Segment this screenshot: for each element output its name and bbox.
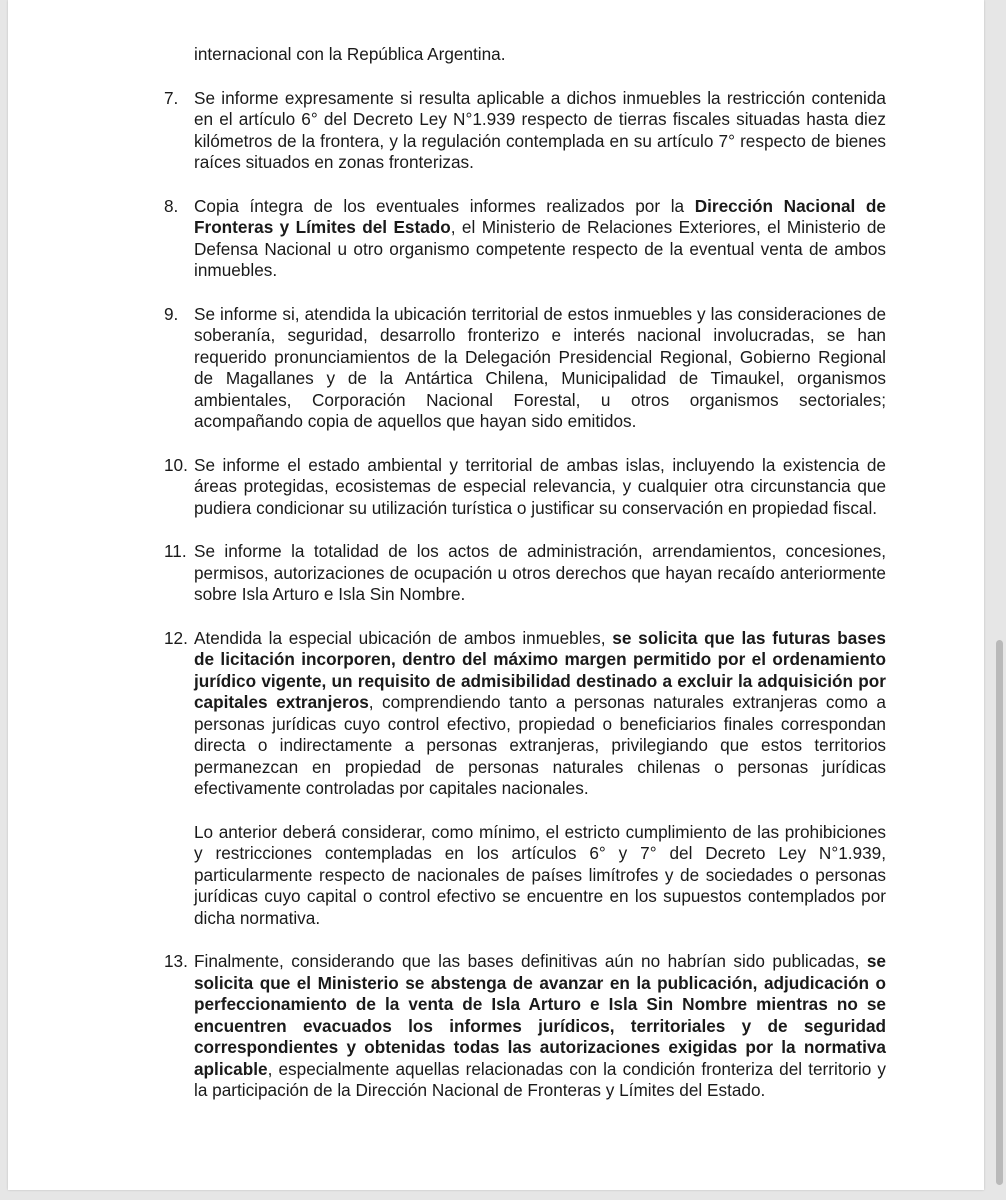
list-item-7 — [164, 87, 886, 174]
item-text: Se informe la totalidad de los actos de administración, arrendamientos, concesiones, permisos, autorizaciones de ocupación u otros derechos que hayan recaído anteriormente sobre Isla Arturo e Isla Sin Nombre. — [194, 541, 886, 604]
item-number: 8. — [164, 195, 179, 216]
text-run: , comprendiendo tanto a personas naturales extranjeras como a personas jurídicas cuyo control efectivo, propiedad o beneficiarios finales correspondan directa o indirectamente a personas extranjeras, privilegiando que estos territorios permanezcan en propiedad de personas naturales chilenas o personas jurídicas efectivamente controladas por capitales nacionales. — [194, 692, 886, 798]
document-body — [164, 44, 886, 1102]
item-6-text: internacional con la República Argentina. — [194, 44, 506, 64]
text-run: Copia íntegra de los eventuales informes realizados por la — [194, 195, 695, 216]
item-text — [194, 951, 886, 1102]
item-text-continuation: Lo anterior deberá considerar, como mínimo, el estricto cumplimiento de las prohibiciones y restricciones contempladas en los artículos 6° y 7° del Decreto Ley N°1.939, particularmente respecto de nacionales de países limítrofes y de sociedades o personas jurídicas cuyo capital o control efectivo se encuentre en los supuestos contemplados por dicha normativa. — [194, 821, 886, 928]
scrollbar-thumb[interactable] — [996, 640, 1003, 1185]
list-item-10 — [164, 454, 886, 520]
item-number: 10. — [164, 454, 188, 475]
item-number: 13. — [164, 951, 188, 971]
bold-run: se solicita que las futuras bases de licitación incorporen, dentro del máximo margen permitido por el ordenamiento jurídico vigente, un requisito de admisibilidad destinado a excluir la adquisición por capitales extranjeros — [194, 627, 886, 712]
item-number: 7. — [164, 87, 179, 108]
item-number: 9. — [164, 303, 179, 324]
document-page — [8, 0, 984, 1190]
item-text — [194, 628, 886, 800]
text-run: Finalmente, considerando que las bases definitivas aún no habrían sido publicadas, — [194, 951, 867, 971]
item-text: Se informe si, atendida la ubicación territorial de estos inmuebles y las consideraciones de soberanía, seguridad, desarrollo fronterizo e interés nacional involucradas, se han requerido pronunciamientos de la Delegación Presidencial Regional, Gobierno Regional de Magallanes y de la Antártica Chilena, Municipalidad de Timaukel, organismos ambientales, Corporación Nacional Forestal, u otros organismos sectoriales; acompañando copia de aquellos que hayan sido emitidos. — [194, 303, 886, 431]
item-text: Se informe expresamente si resulta aplicable a dichos inmuebles la restricción contenida en el artículo 6° del Decreto Ley N°1.939 respecto de tierras fiscales situadas hasta diez kilómetros de la frontera, y la regulación contemplada en su artículo 7° respecto de bienes raíces situados en zonas fronterizas. — [194, 87, 886, 172]
text-run: , especialmente aquellas relacionadas con la condición fronteriza del territorio y la participación de la Dirección Nacional de Fronteras y Límites del Estado. — [194, 1058, 886, 1100]
bold-run: se solicita que el Ministerio se abstenga de avanzar en la publicación, adjudicación o perfeccionamiento de la venta de Isla Arturo e Isla Sin Nombre mientras no se encuentren evacuados los informes jurídicos, territoriales y de seguridad correspondientes y obtenidas todas las autorizaciones exigidas por la normativa aplicable — [194, 951, 886, 1079]
item-number: 12. — [164, 627, 188, 648]
list-item-9 — [164, 303, 886, 433]
list-item-11 — [164, 541, 886, 606]
list-item-12 — [164, 627, 886, 930]
list-item-13 — [164, 951, 886, 1102]
bold-run: Dirección Nacional de Fronteras y Límites del Estado — [194, 195, 886, 237]
text-run: Atendida la especial ubicación de ambos inmuebles, — [194, 627, 613, 648]
item-text — [194, 196, 886, 282]
text-run: , el Ministerio de Relaciones Exteriores, el Ministerio de Defensa Nacional u otro organismo competente respecto de la eventual venta de ambos inmuebles. — [194, 217, 886, 280]
list-item-8 — [164, 195, 886, 282]
item-number: 11. — [164, 541, 187, 561]
item-text: Se informe el estado ambiental y territorial de ambas islas, incluyendo la existencia de áreas protegidas, ecosistemas de especial relevancia, y cualquier otra circunstancia que pudiera condicionar su utilización turística o justificar su conservación en propiedad fiscal. — [194, 454, 886, 518]
item-6-tail — [194, 44, 886, 66]
